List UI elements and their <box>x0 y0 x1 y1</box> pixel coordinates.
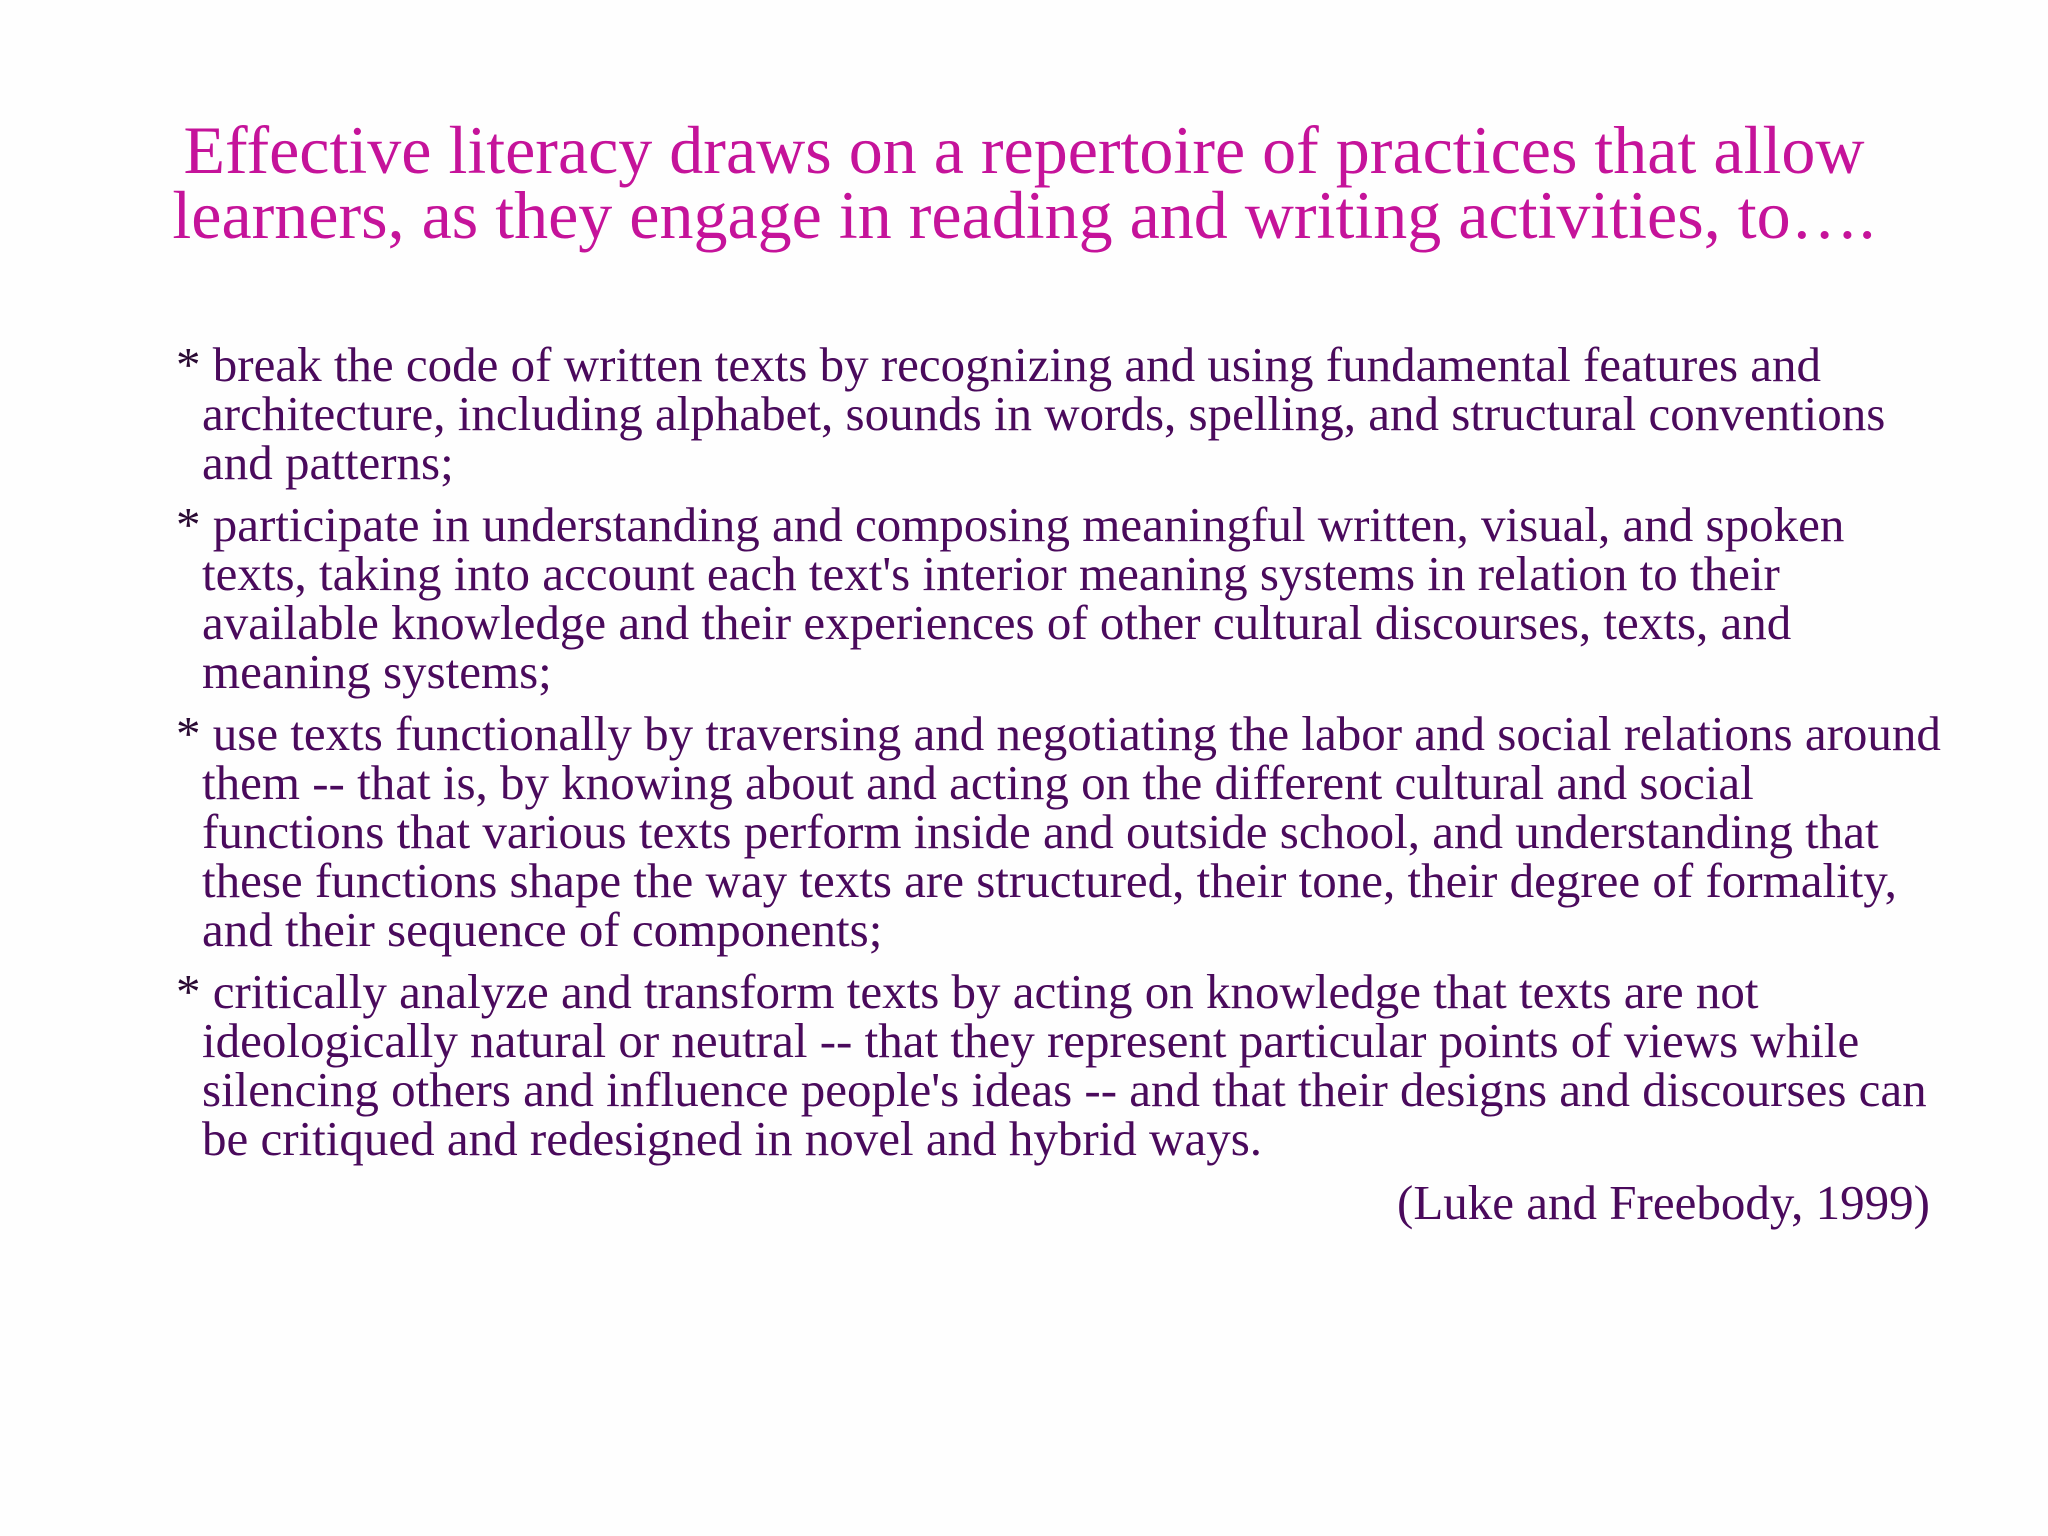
bullet-item-code-breaking <box>176 337 1946 490</box>
bullet-text: break the code of written texts by recognizing and using fundamental features and architecture, including alphabet, sounds in words, spelling, and structural conventions and patterns; <box>202 337 1886 490</box>
bullet-marker: * <box>176 706 201 761</box>
bullet-text: participate in understanding and composing meaningful written, visual, and spoken texts, taking into account each text's interior meaning systems in relation to their available knowledge and their experiences of other cultural discourses, texts, and meaning systems; <box>202 497 1845 699</box>
bullet-item-meaning-making <box>176 497 1946 699</box>
bullet-marker: * <box>176 964 201 1019</box>
bullet-item-text-use <box>176 706 1946 957</box>
bullet-marker: * <box>176 497 201 552</box>
bullet-text: critically analyze and transform texts by acting on knowledge that texts are not ideologically natural or neutral -- that they represent particular points of views while silencing others and influence people's ideas -- and that their designs and discourses can be critiqued and redesigned in novel and hybrid ways. <box>202 964 1927 1166</box>
bullet-text: use texts functionally by traversing and negotiating the labor and social relations around them -- that is, by knowing about and acting on the different cultural and social functions that various texts perform inside and outside school, and understanding that these functions shape the way texts are structured, their tone, their degree of formality, and their sequence of components; <box>202 706 1941 957</box>
bullet-list <box>176 337 1946 1176</box>
citation: (Luke and Freebody, 1999) <box>1397 1175 1930 1230</box>
bullet-marker: * <box>176 337 201 392</box>
bullet-item-text-analysis <box>176 964 1946 1166</box>
slide-title: Effective literacy draws on a repertoire of practices that allow learners, as they engage in reading and writing activities, to…. <box>172 112 1876 253</box>
